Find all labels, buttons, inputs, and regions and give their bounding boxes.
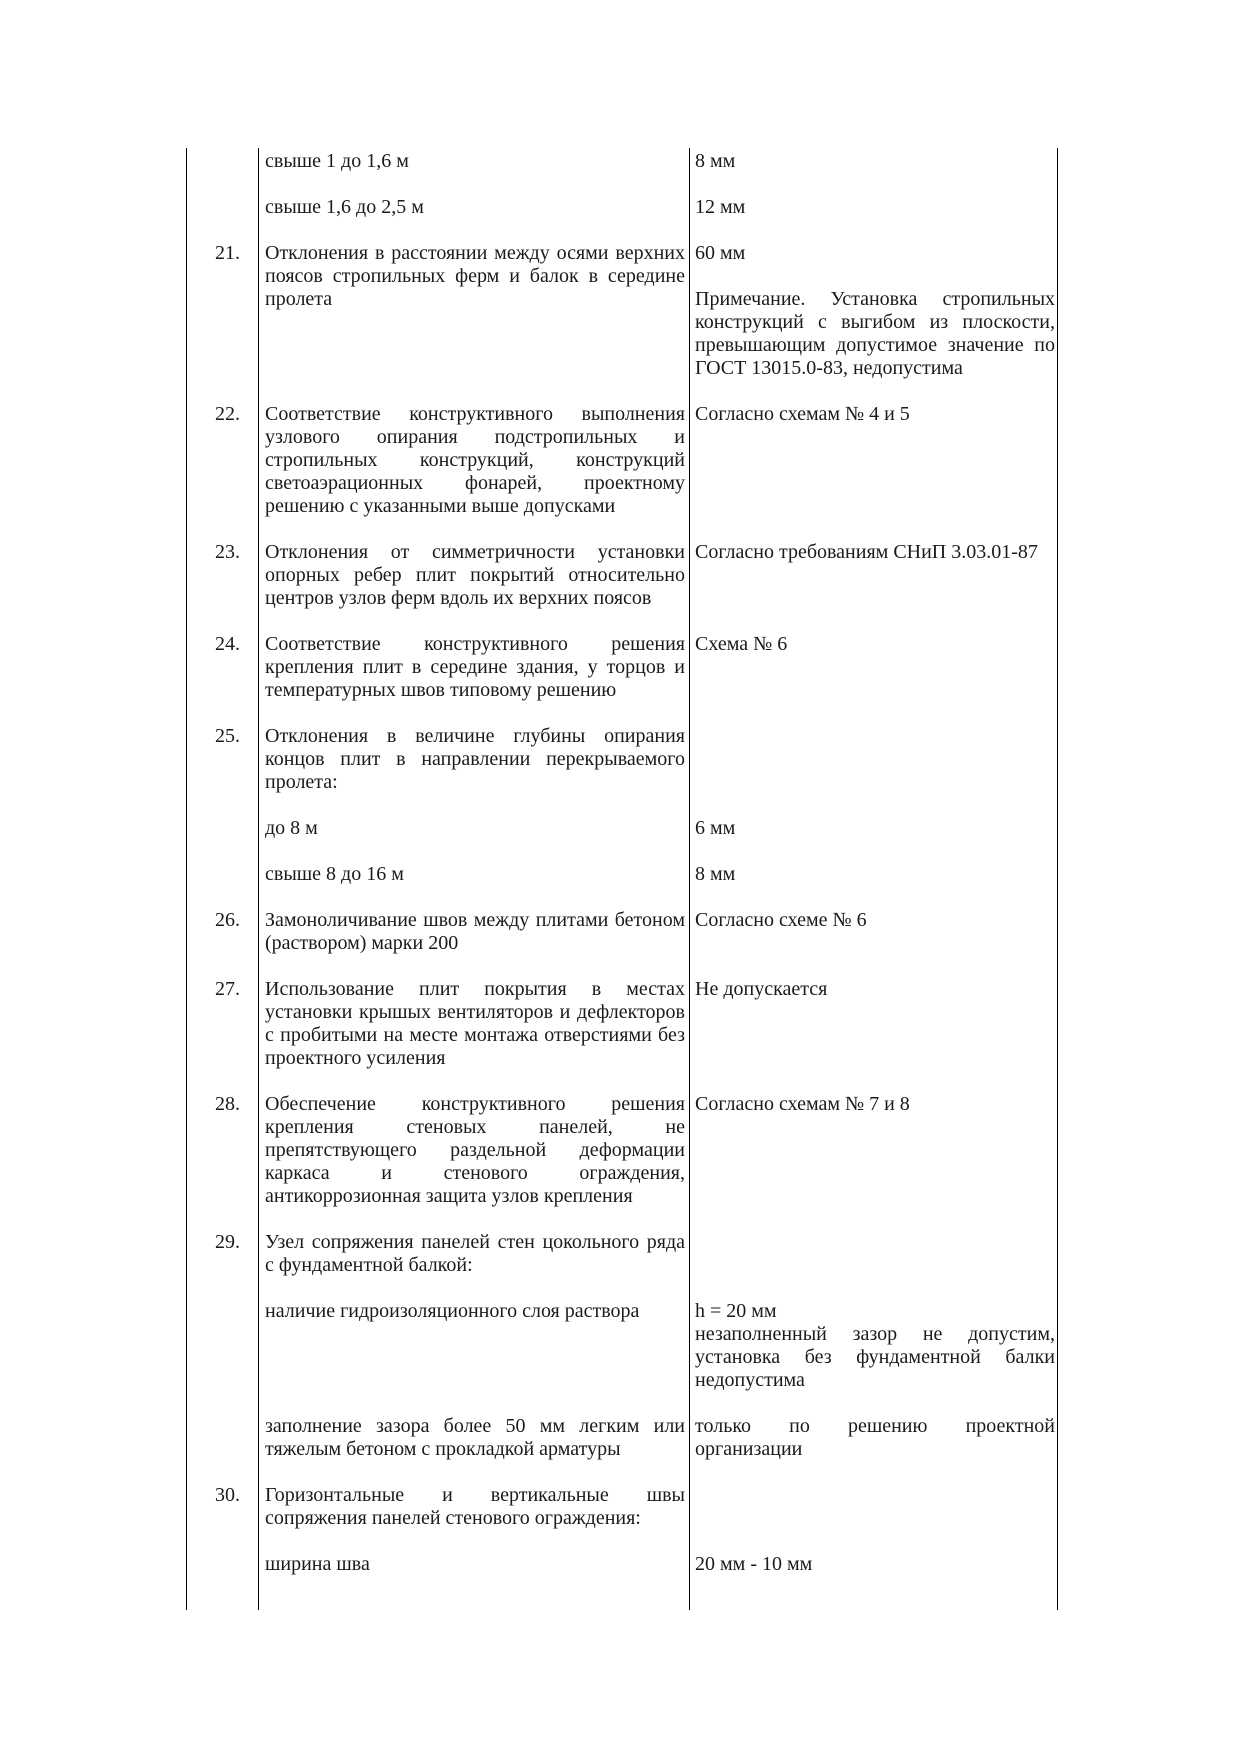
parameter-text: наличие гидроизоляционного слоя раствора (265, 1300, 640, 1322)
parameter-cell (265, 150, 685, 173)
requirement-cell (695, 541, 1055, 564)
requirement-cell (695, 863, 1055, 886)
requirement-text: 8 мм (695, 150, 736, 172)
requirement-text: Схема № 6 (695, 633, 788, 655)
requirement-text: h = 20 мм (695, 1300, 777, 1322)
requirement-text: Согласно схемам № 7 и 8 (695, 1093, 910, 1115)
parameter-text: Отклонения в расстоянии между осями верхних поясов стропильных ферм и балок в середине пролета (265, 242, 685, 310)
requirement-cell (695, 1300, 1055, 1392)
table-divider-num (258, 148, 259, 1610)
row-number: 24. (215, 633, 240, 655)
requirement-cell (695, 242, 1055, 380)
requirement-text: 60 мм (695, 242, 746, 264)
parameter-text: Узел сопряжения панелей стен цокольного ряда с фундаментной балкой: (265, 1231, 685, 1276)
parameter-text: Обеспечение конструктивного решения крепления стеновых панелей, не препятствующего раздельной деформации каркаса и стенового ограждения, антикоррозионная защита узлов крепления (265, 1093, 685, 1207)
parameter-cell (265, 909, 685, 955)
parameter-text: свыше 1,6 до 2,5 м (265, 196, 424, 218)
table-border-left (186, 148, 187, 1610)
parameter-cell (265, 196, 685, 219)
requirement-text: Не допускается (695, 978, 828, 1000)
row-number: 25. (215, 725, 240, 747)
parameter-text: заполнение зазора более 50 мм легким или тяжелым бетоном с прокладкой арматуры (265, 1415, 685, 1460)
requirement-text: 20 мм - 10 мм (695, 1553, 813, 1575)
parameter-cell (265, 403, 685, 518)
parameter-text: Горизонтальные и вертикальные швы сопряжения панелей стенового ограждения: (265, 1484, 685, 1529)
parameter-cell (265, 1484, 685, 1530)
requirement-cell (695, 196, 1055, 219)
requirement-text: Согласно схеме № 6 (695, 909, 867, 931)
parameter-text: Соответствие конструктивного выполнения узлового опирания подстропильных и стропильных конструкций, конструкций светоаэрационных фонарей, проектному решению с указанными выше допусками (265, 403, 685, 517)
row-number: 26. (215, 909, 240, 931)
requirement-cell (695, 1415, 1055, 1461)
requirement-text: 6 мм (695, 817, 736, 839)
requirement-cell (695, 817, 1055, 840)
requirement-text: Согласно требованиям СНиП 3.03.01-87 (695, 541, 1038, 563)
parameter-text: Отклонения в величине глубины опирания концов плит в направлении перекрываемого пролета: (265, 725, 685, 793)
parameter-cell (265, 541, 685, 610)
requirement-cell (695, 1093, 1055, 1116)
parameter-cell (265, 1093, 685, 1208)
parameter-cell (265, 1300, 685, 1323)
parameter-text: Замоноличивание швов между плитами бетоном (раствором) марки 200 (265, 909, 685, 954)
requirement-cell (695, 633, 1055, 656)
parameter-cell (265, 863, 685, 886)
requirement-text: 8 мм (695, 863, 736, 885)
requirement-cell (695, 150, 1055, 173)
row-number: 27. (215, 978, 240, 1000)
parameter-cell (265, 1231, 685, 1277)
row-number: 28. (215, 1093, 240, 1115)
requirement-text: Примечание. Установка стропильных конструкций с выгибом из плоскости, превышающим допустимое значение по ГОСТ 13015.0-83, недопустима (695, 288, 1055, 379)
parameter-cell (265, 978, 685, 1070)
parameter-text: Соответствие конструктивного решения крепления плит в середине здания, у торцов и температурных швов типовому решению (265, 633, 685, 701)
row-number: 29. (215, 1231, 240, 1253)
requirement-cell (695, 978, 1055, 1001)
requirement-cell (695, 403, 1055, 426)
requirement-cell (695, 1553, 1055, 1576)
parameter-text: Отклонения от симметричности установки опорных ребер плит покрытий относительно центров узлов ферм вдоль их верхних поясов (265, 541, 685, 609)
table-border-right (1057, 148, 1058, 1610)
row-number: 21. (215, 242, 240, 264)
parameter-cell (265, 633, 685, 702)
parameter-text: свыше 8 до 16 м (265, 863, 404, 885)
parameter-text: Использование плит покрытия в местах установки крышых вентиляторов и дефлекторов с пробитыми на месте монтажа отверстиями без проектного усиления (265, 978, 685, 1069)
requirement-text: только по решению проектной организации (695, 1415, 1055, 1460)
row-number: 22. (215, 403, 240, 425)
parameter-cell (265, 725, 685, 794)
requirement-text: 12 мм (695, 196, 746, 218)
parameter-text: ширина шва (265, 1553, 370, 1575)
parameter-text: свыше 1 до 1,6 м (265, 150, 409, 172)
row-number: 23. (215, 541, 240, 563)
parameter-cell (265, 817, 685, 840)
row-number: 30. (215, 1484, 240, 1506)
requirement-text: незаполненный зазор не допустим, установка без фундаментной балки недопустима (695, 1323, 1055, 1391)
requirement-cell (695, 909, 1055, 932)
table-divider-req (689, 148, 690, 1610)
parameter-text: до 8 м (265, 817, 318, 839)
requirement-text: Согласно схемам № 4 и 5 (695, 403, 910, 425)
parameter-cell (265, 242, 685, 311)
parameter-cell (265, 1553, 685, 1576)
requirement-text (695, 265, 1055, 288)
parameter-cell (265, 1415, 685, 1461)
